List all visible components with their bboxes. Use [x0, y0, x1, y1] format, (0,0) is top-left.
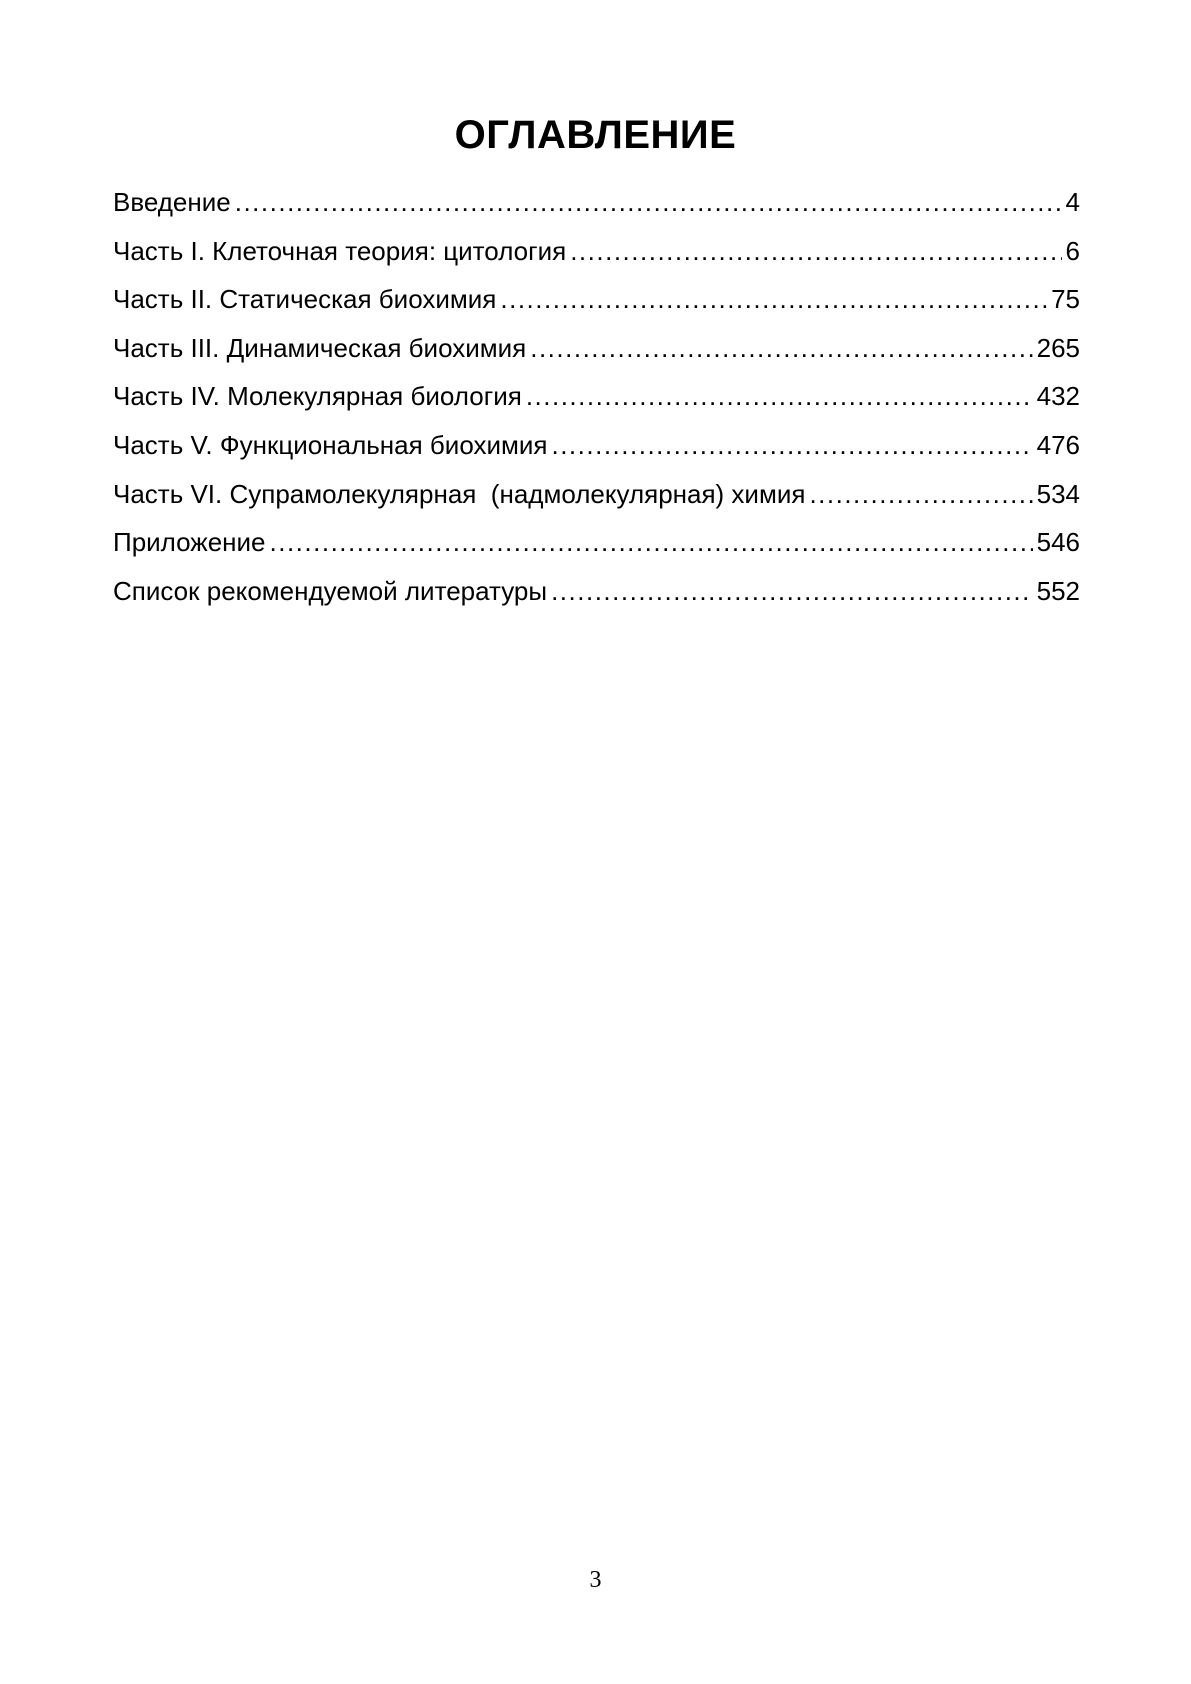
toc-entry-label: Часть III. Динамическая биохимия [113, 332, 527, 363]
toc-entry-label: Часть V. Функциональная биохимия [113, 429, 548, 460]
toc-entry-part-2[interactable] [113, 275, 1080, 324]
toc-entry-part-1[interactable] [113, 227, 1080, 276]
toc-dot-leader [530, 324, 1032, 372]
toc-entry-page: 4 [1065, 187, 1080, 217]
toc-entry-label: Часть II. Статическая биохимия [113, 284, 497, 315]
toc-entry-appendix[interactable] [113, 518, 1080, 567]
toc-entry-page: 6 [1065, 235, 1080, 266]
toc-dot-leader [270, 518, 1033, 566]
toc-entry-page: 534 [1036, 478, 1080, 509]
toc-dot-leader [809, 470, 1032, 518]
toc-entry-page: 75 [1051, 284, 1080, 315]
toc-entry-page: 265 [1036, 332, 1080, 363]
toc-dot-leader [551, 421, 1032, 469]
toc-entry-bibliography[interactable] [113, 567, 1080, 616]
table-of-contents [113, 178, 1080, 615]
toc-entry-part-4[interactable] [113, 372, 1080, 421]
toc-entry-label: Часть VI. Супрамолекулярная (надмолекулярная) химия [113, 478, 806, 509]
toc-entry-page: 552 [1036, 575, 1080, 606]
page-title: ОГЛАВЛЕНИЕ [454, 113, 737, 157]
toc-dot-leader [500, 275, 1047, 323]
toc-entry-label: Введение [113, 187, 231, 217]
toc-entry-page: 432 [1036, 381, 1080, 412]
toc-entry-introduction[interactable] [113, 178, 1080, 227]
page-number: 3 [589, 1567, 602, 1593]
toc-dot-leader [526, 372, 1033, 420]
toc-entry-part-3[interactable] [113, 324, 1080, 373]
toc-dot-leader [235, 178, 1062, 226]
toc-entry-page: 476 [1036, 429, 1080, 460]
toc-entry-label: Часть I. Клеточная теория: цитология [113, 235, 567, 266]
toc-entry-label: Часть IV. Молекулярная биология [113, 381, 522, 412]
toc-entry-label: Список рекомендуемой литературы [113, 575, 548, 606]
toc-entry-part-5[interactable] [113, 421, 1080, 470]
toc-dot-leader [570, 227, 1061, 275]
toc-dot-leader [551, 567, 1033, 615]
toc-entry-page: 546 [1036, 527, 1080, 558]
toc-entry-part-6[interactable] [113, 470, 1080, 519]
toc-entry-label: Приложение [113, 527, 266, 558]
